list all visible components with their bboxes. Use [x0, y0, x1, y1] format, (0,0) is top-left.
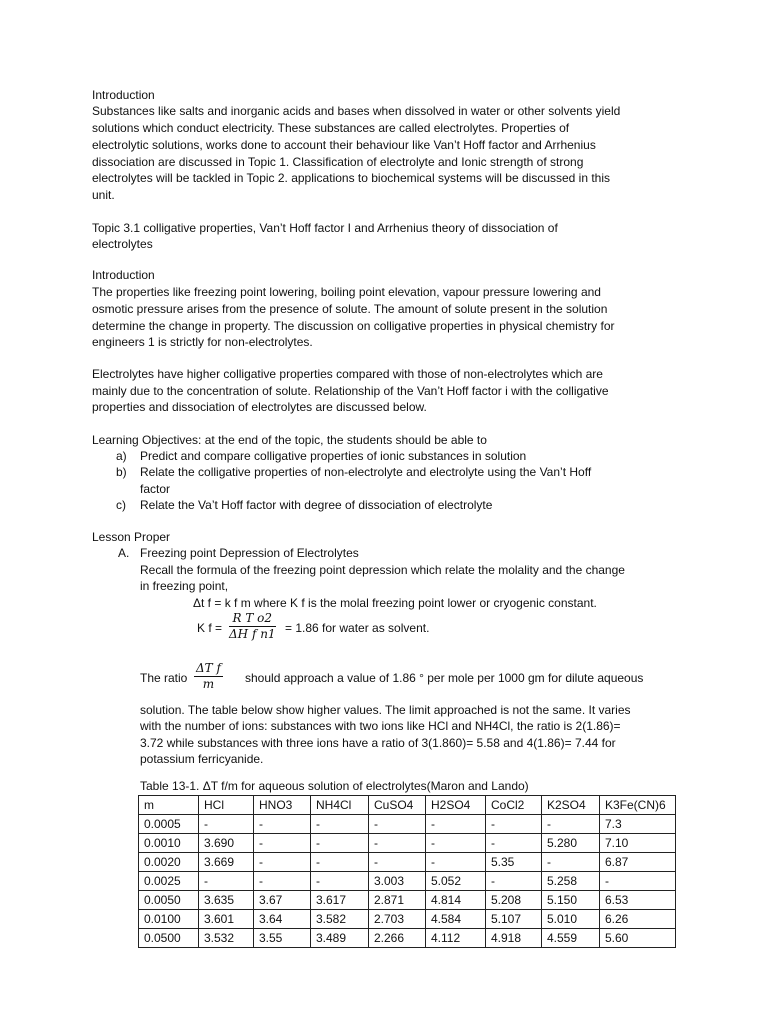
table-cell: - [311, 834, 369, 853]
table-cell: 7.3 [600, 815, 676, 834]
table-cell: 6.53 [600, 891, 676, 910]
text-line: solution. The table below show higher values. The limit approached is not the same. It varies [140, 703, 631, 717]
table-cell: 0.0050 [139, 891, 199, 910]
ratio-prefix: The ratio [140, 671, 188, 685]
electrolyte-table [138, 795, 676, 948]
text-line: engineers 1 is strictly for non-electrolytes. [92, 335, 313, 349]
table-cell: 6.26 [600, 910, 676, 929]
ratio-suffix: should approach a value of 1.86 ° per mole per 1000 gm for dilute aqueous [245, 671, 644, 685]
table-caption: Table 13-1. ΔT f/m for aqueous solution of electrolytes(Maron and Lando) [140, 779, 529, 793]
table-cell: 0.0500 [139, 929, 199, 948]
table-header-cell: m [139, 796, 199, 815]
table-cell: 3.669 [199, 853, 254, 872]
list-item: factor [140, 482, 171, 496]
table-cell: - [311, 872, 369, 891]
table-cell: - [542, 853, 600, 872]
section-marker: A. [118, 546, 130, 560]
text-line: electrolytes [92, 237, 153, 251]
equation-kf-fraction [229, 611, 276, 642]
text-line: 3.72 while substances with three ions have a ratio of 3(1.860)= 5.58 and 4(1.86)= 7.44 for [140, 736, 616, 750]
text-line: The properties like freezing point lowering, boiling point elevation, vapour pressure lowering and [92, 285, 601, 299]
table-cell: 7.10 [600, 834, 676, 853]
table-cell: 3.532 [199, 929, 254, 948]
table-cell: 0.0025 [139, 872, 199, 891]
table-cell: 3.617 [311, 891, 369, 910]
table-cell: 5.208 [486, 891, 542, 910]
text-line: electrolytic solutions, works done to account their behaviour like Van’t Hoff factor and Arrhenius [92, 138, 596, 152]
text-line: mainly due to the concentration of solute. Relationship of the Van’t Hoff factor i with the colligative [92, 384, 609, 398]
list-marker: c) [116, 498, 126, 512]
table-cell: 0.0020 [139, 853, 199, 872]
table-cell: - [426, 815, 486, 834]
fraction-numerator: ΔT f [196, 661, 221, 675]
table-cell: - [369, 834, 426, 853]
list-item: Predict and compare colligative properties of ionic substances in solution [140, 449, 527, 463]
table-row [139, 834, 676, 853]
table-header-cell: HNO3 [254, 796, 311, 815]
table-row [139, 853, 676, 872]
table-cell: - [254, 815, 311, 834]
table-cell: 3.64 [254, 910, 311, 929]
equation-kf-rhs: = 1.86 for water as solvent. [285, 621, 430, 635]
table-cell: 3.67 [254, 891, 311, 910]
text-line: osmotic pressure arises from the presence of solute. The amount of solute present in the solution [92, 302, 608, 316]
table-cell: - [426, 834, 486, 853]
intro2-heading: Introduction [92, 268, 155, 282]
text-line: dissociation are discussed in Topic 1. Classification of electrolyte and Ionic strength of strong [92, 155, 584, 169]
equation-freezing-depression: Δt f = k f m where K f is the molal freezing point lower or cryogenic constant. [193, 596, 597, 610]
table-cell: 3.635 [199, 891, 254, 910]
table-cell: - [254, 834, 311, 853]
list-marker: b) [116, 465, 127, 479]
table-row [139, 815, 676, 834]
table-cell: 5.010 [542, 910, 600, 929]
table-header-cell: K2SO4 [542, 796, 600, 815]
table-cell: 4.814 [426, 891, 486, 910]
table-cell: - [199, 815, 254, 834]
text-line: determine the change in property. The discussion on colligative properties in physical chemistry for [92, 319, 615, 333]
table-header-cell: K3Fe(CN)6 [600, 796, 676, 815]
text-line: Recall the formula of the freezing point depression which relate the molality and the change [140, 563, 625, 577]
objectives-heading: Learning Objectives: at the end of the topic, the students should be able to [92, 433, 487, 447]
table-cell: 2.266 [369, 929, 426, 948]
text-line: electrolytes will be tackled in Topic 2. applications to biochemical systems will be discussed in this [92, 171, 611, 185]
table-cell: 0.0010 [139, 834, 199, 853]
list-marker: a) [116, 449, 127, 463]
table-cell: - [254, 853, 311, 872]
table-cell: 5.258 [542, 872, 600, 891]
table-cell: 3.601 [199, 910, 254, 929]
table-cell: - [311, 815, 369, 834]
text-line: Topic 3.1 colligative properties, Van’t Hoff factor I and Arrhenius theory of dissociation of [92, 221, 558, 235]
table-header-cell: HCl [199, 796, 254, 815]
table-header-cell: H2SO4 [426, 796, 486, 815]
table-cell: 2.703 [369, 910, 426, 929]
table-cell: 3.489 [311, 929, 369, 948]
table-cell: 3.690 [199, 834, 254, 853]
table-header-row [139, 796, 676, 815]
table-cell: 5.35 [486, 853, 542, 872]
fraction-denominator: m [202, 677, 215, 691]
table-cell: 3.55 [254, 929, 311, 948]
text-line: properties and dissociation of electrolytes are discussed below. [92, 400, 427, 414]
text-line: unit. [92, 188, 115, 202]
table-cell: 3.003 [369, 872, 426, 891]
table-header-cell: CuSO4 [369, 796, 426, 815]
table-cell: 5.052 [426, 872, 486, 891]
table-cell: 4.112 [426, 929, 486, 948]
table-cell: 0.0005 [139, 815, 199, 834]
lesson-heading: Lesson Proper [92, 530, 171, 544]
table-cell: - [486, 872, 542, 891]
table-cell: - [369, 853, 426, 872]
table-row [139, 872, 676, 891]
table-cell: - [486, 834, 542, 853]
section-title: Freezing point Depression of Electrolytes [140, 546, 359, 560]
table-row [139, 910, 676, 929]
table-cell: - [311, 853, 369, 872]
table-cell: 3.582 [311, 910, 369, 929]
table-cell: - [426, 853, 486, 872]
text-line: in freezing point, [140, 579, 229, 593]
table-cell: 4.584 [426, 910, 486, 929]
ratio-fraction [194, 661, 223, 692]
table-header-cell: CoCl2 [486, 796, 542, 815]
table-cell: 6.87 [600, 853, 676, 872]
table-cell: 0.0100 [139, 910, 199, 929]
table-row [139, 891, 676, 910]
table-cell: - [600, 872, 676, 891]
list-item: Relate the colligative properties of non-electrolyte and electrolyte using the Van’t Hoff [140, 465, 592, 479]
text-line: Electrolytes have higher colligative properties compared with those of non-electrolytes which are [92, 367, 603, 381]
table-cell: 2.871 [369, 891, 426, 910]
table-cell: - [542, 815, 600, 834]
text-line: with the number of ions: substances with two ions like HCl and NH4Cl, the ratio is 2(1.86)= [140, 719, 621, 733]
intro-heading: Introduction [92, 88, 155, 102]
equation-kf-lhs: K f = [197, 621, 223, 635]
list-item: Relate the Va’t Hoff factor with degree of dissociation of electrolyte [140, 498, 493, 512]
table-cell: - [369, 815, 426, 834]
text-line: potassium ferricyanide. [140, 752, 264, 766]
table-cell: 5.107 [486, 910, 542, 929]
table-cell: - [254, 872, 311, 891]
table-row [139, 929, 676, 948]
fraction-denominator: ΔH f n1 [229, 627, 276, 641]
text-line: solutions which conduct electricity. These substances are called electrolytes. Properties of [92, 121, 570, 135]
table-cell: 5.280 [542, 834, 600, 853]
table-header-cell: NH4Cl [311, 796, 369, 815]
fraction-numerator: R T o2 [229, 611, 276, 627]
table-cell: - [486, 815, 542, 834]
table-cell: 5.60 [600, 929, 676, 948]
text-line: Substances like salts and inorganic acids and bases when dissolved in water or other solvents yield [92, 104, 621, 118]
table-cell: 4.559 [542, 929, 600, 948]
table-cell: 5.150 [542, 891, 600, 910]
table-cell: - [199, 872, 254, 891]
table-cell: 4.918 [486, 929, 542, 948]
